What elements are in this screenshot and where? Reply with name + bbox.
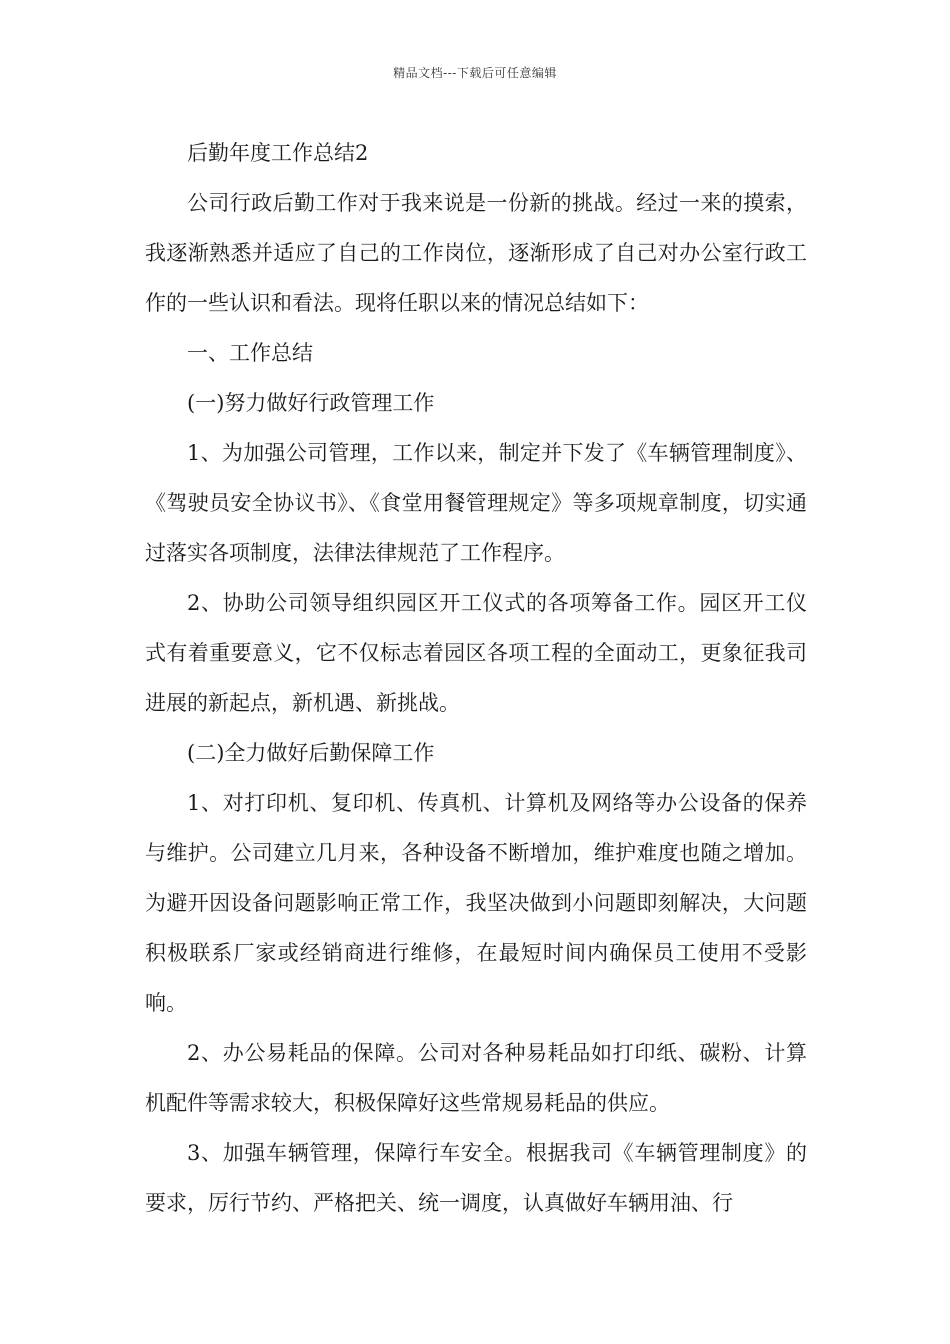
subsection-heading: (一)努力做好行政管理工作 bbox=[187, 391, 435, 415]
section-heading: 一、工作总结 bbox=[187, 341, 313, 365]
paragraph: 1、对打印机、复印机、传真机、计算机及网络等办公设备的保养与维护。公司建立几月来，各种设备不断增加，维护难度也随之增加。为避开因设备问题影响正常工作，我坚决做到小问题即刻解决，大问题积极联系厂家或经销商进行维修，在最短时间内确保员工使用不受影响。 bbox=[145, 791, 807, 1015]
intro-paragraph: 公司行政后勤工作对于我来说是一份新的挑战。经过一来的摸索，我逐渐熟悉并适应了自己的工作岗位，逐渐形成了自己对办公室行政工作的一些认识和看法。现将任职以来的情况总结如下： bbox=[145, 191, 807, 315]
paragraph: 2、办公易耗品的保障。公司对各种易耗品如打印纸、碳粉、计算机配件等需求较大，积极保障好这些常规易耗品的供应。 bbox=[145, 1041, 807, 1115]
page-header: 精品文档---下载后可任意编辑 bbox=[393, 66, 557, 80]
document-body bbox=[145, 128, 807, 1228]
paragraph: 3、加强车辆管理，保障行车安全。根据我司《车辆管理制度》的要求，厉行节约、严格把关、统一调度，认真做好车辆用油、行 bbox=[145, 1141, 807, 1215]
subsection-heading: (二)全力做好后勤保障工作 bbox=[187, 741, 435, 765]
document-title: 后勤年度工作总结2 bbox=[187, 141, 369, 165]
paragraph: 2、协助公司领导组织园区开工仪式的各项筹备工作。园区开工仪式有着重要意义，它不仅标志着园区各项工程的全面动工，更象征我司进展的新起点，新机遇、新挑战。 bbox=[145, 591, 807, 715]
paragraph: 1、为加强公司管理，工作以来，制定并下发了《车辆管理制度》、《驾驶员安全协议书》、《食堂用餐管理规定》等多项规章制度，切实通过落实各项制度，法律法律规范了工作程序。 bbox=[145, 441, 807, 565]
